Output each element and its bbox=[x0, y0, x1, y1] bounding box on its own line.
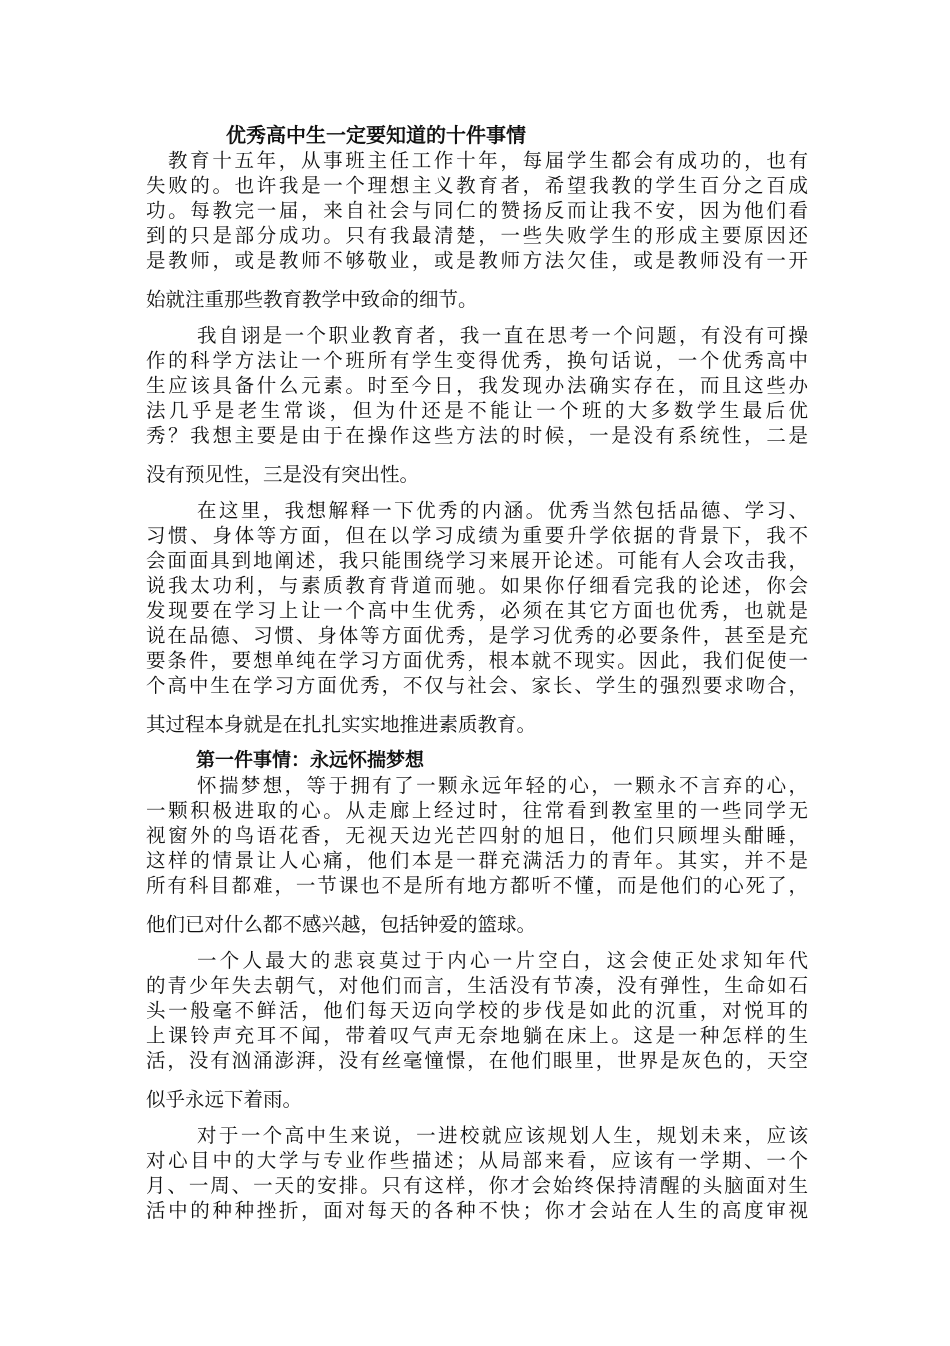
paragraph-1-line-2: 失败的。也许我是一个理想主义教育者，希望我教的学生百分之百成 bbox=[146, 174, 808, 197]
paragraph-4-line-2: 一颗积极进取的心。从走廊上经过时，往常看到教室里的一些同学无 bbox=[146, 799, 808, 822]
paragraph-5-line-4: 上课铃声充耳不闻，带着叹气声无奈地躺在床上。这是一种怎样的生 bbox=[146, 1024, 808, 1047]
paragraph-3-line-7: 要条件，要想单纯在学习方面优秀，根本就不现实。因此，我们促使一 bbox=[146, 649, 808, 672]
paragraph-3-line-3: 会面面具到地阐述，我只能围绕学习来展开论述。可能有人会攻击我， bbox=[146, 549, 808, 572]
paragraph-4-line-4: 这样的情景让人心痛，他们本是一群充满活力的青年。其实，并不是 bbox=[146, 849, 808, 872]
section-heading-1: 第一件事情：永远怀揣梦想 bbox=[196, 749, 425, 771]
paragraph-2-line-4: 法几乎是老生常谈，但为什还是不能让一个班的大多数学生最后优 bbox=[146, 399, 808, 422]
paragraph-3-line-9: 其过程本身就是在扎扎实实地推进素质教育。 bbox=[146, 713, 537, 736]
paragraph-1-line-5: 是教师，或是教师不够敬业，或是教师方法欠佳，或是教师没有一开 bbox=[146, 249, 808, 272]
paragraph-1-line-6: 始就注重那些教育教学中致命的细节。 bbox=[146, 288, 478, 311]
paragraph-3-line-4: 说我太功利，与素质教育背道而驰。如果你仔细看完我的论述，你会 bbox=[146, 574, 808, 597]
paragraph-2-line-2: 作的科学方法让一个班所有学生变得优秀，换句话说，一个优秀高中 bbox=[146, 349, 808, 372]
paragraph-5-line-2: 的青少年失去朝气，对他们而言，生活没有节凑，没有弹性，生命如石 bbox=[146, 974, 808, 997]
paragraph-1-line-3: 功。每教完一届，来自社会与同仁的赞扬反而让我不安，因为他们看 bbox=[146, 199, 808, 222]
paragraph-2-line-1: 我自诩是一个职业教育者，我一直在思考一个问题，有没有可操 bbox=[197, 324, 808, 347]
paragraph-4-line-3: 视窗外的鸟语花香，无视天边光芒四射的旭日，他们只顾埋头酣睡， bbox=[146, 824, 808, 847]
paragraph-3-line-1: 在这里，我想解释一下优秀的内涵。优秀当然包括品德、学习、 bbox=[197, 499, 808, 522]
document-title: 优秀高中生一定要知道的十件事情 bbox=[226, 123, 526, 147]
paragraph-6-line-2: 对心目中的大学与专业作些描述；从局部来看，应该有一学期、一个 bbox=[146, 1149, 808, 1172]
paragraph-5-line-5: 活，没有汹涌澎湃，没有丝毫憧憬，在他们眼里，世界是灰色的，天空 bbox=[146, 1049, 808, 1072]
paragraph-4-line-1: 怀揣梦想，等于拥有了一颗永远年轻的心，一颗永不言弃的心， bbox=[197, 774, 808, 797]
paragraph-3-line-6: 说在品德、习惯、身体等方面优秀，是学习优秀的必要条件，甚至是充 bbox=[146, 624, 808, 647]
paragraph-6-line-3: 月、一周、一天的安排。只有这样，你才会始终保持清醒的头脑面对生 bbox=[146, 1174, 808, 1197]
paragraph-2-line-5: 秀？我想主要是由于在操作这些方法的时候，一是没有系统性，二是 bbox=[146, 424, 808, 447]
paragraph-5-line-3: 头一般毫不鲜活，他们每天迈向学校的步伐是如此的沉重，对悦耳的 bbox=[146, 999, 808, 1022]
paragraph-1-line-1: 教育十五年，从事班主任工作十年，每届学生都会有成功的，也有 bbox=[168, 149, 808, 172]
paragraph-3-line-2: 习惯、身体等方面，但在以学习成绩为重要升学依据的背景下，我不 bbox=[146, 524, 808, 547]
paragraph-2-line-6: 没有预见性，三是没有突出性。 bbox=[146, 463, 420, 486]
paragraph-3-line-8: 个高中生在学习方面优秀，不仅与社会、家长、学生的强烈要求吻合， bbox=[146, 674, 808, 697]
paragraph-6-line-4: 活中的种种挫折，面对每天的各种不快；你才会站在人生的高度审视 bbox=[146, 1199, 808, 1222]
paragraph-5-line-6: 似乎永远下着雨。 bbox=[146, 1088, 303, 1111]
paragraph-4-line-5: 所有科目都难，一节课也不是所有地方都听不懂，而是他们的心死了， bbox=[146, 874, 808, 897]
paragraph-6-line-1: 对于一个高中生来说，一进校就应该规划人生，规划未来，应该 bbox=[197, 1124, 808, 1147]
paragraph-4-line-6: 他们已对什么都不感兴越，包括钟爱的篮球。 bbox=[146, 913, 537, 936]
paragraph-2-line-3: 生应该具备什么元素。时至今日，我发现办法确实存在，而且这些办 bbox=[146, 374, 808, 397]
paragraph-1-line-4: 到的只是部分成功。只有我最清楚，一些失败学生的形成主要原因还 bbox=[146, 224, 808, 247]
paragraph-3-line-5: 发现要在学习上让一个高中生优秀，必须在其它方面也优秀，也就是 bbox=[146, 599, 808, 622]
paragraph-5-line-1: 一个人最大的悲哀莫过于内心一片空白，这会使正处求知年代 bbox=[197, 949, 808, 972]
